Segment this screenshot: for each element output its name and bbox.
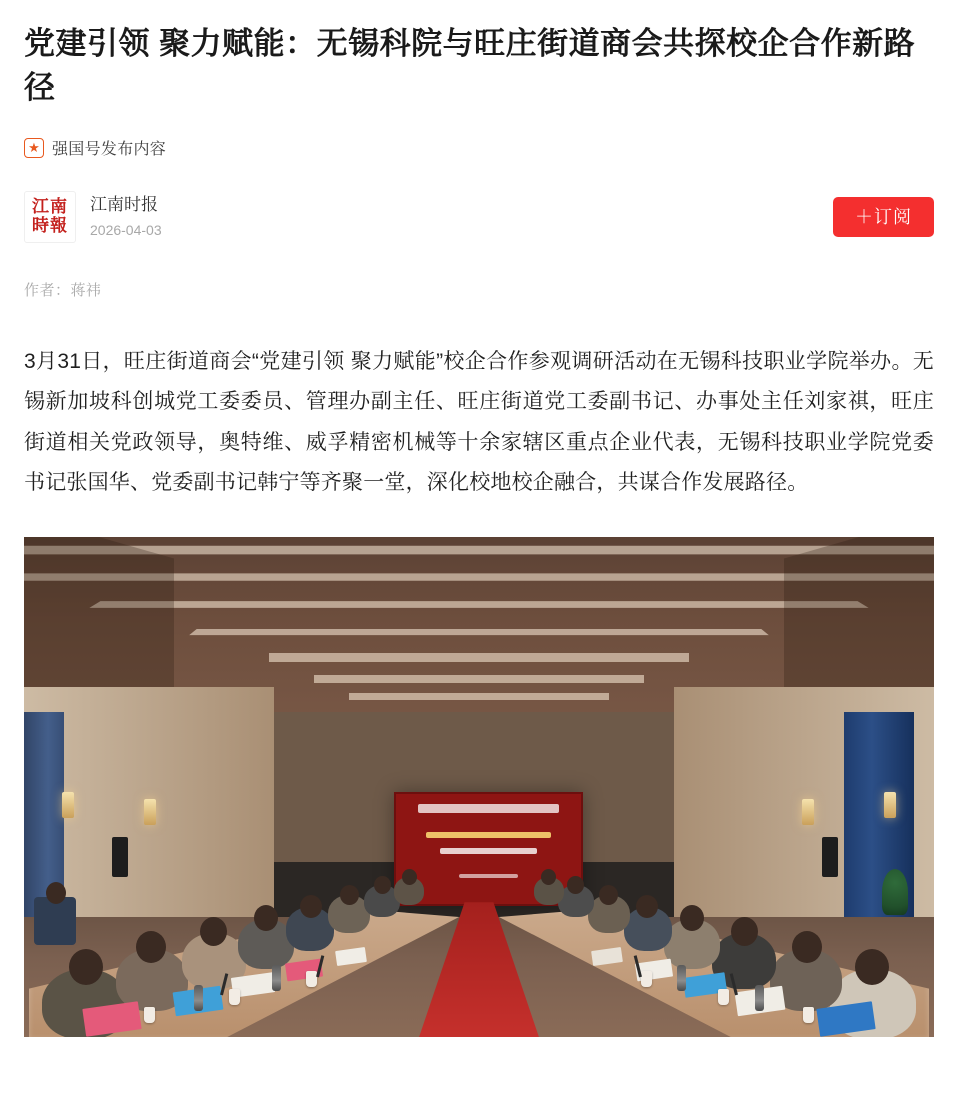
speaker <box>112 837 128 877</box>
tea-cup <box>718 989 729 1005</box>
source-logo-line1: 江南 <box>32 197 68 218</box>
water-bottle <box>755 985 764 1011</box>
tea-cup <box>229 989 240 1005</box>
wall-lamp <box>884 792 896 818</box>
source-meta <box>90 193 162 241</box>
publisher-badge <box>24 136 934 159</box>
subscribe-button[interactable]: ＋订阅 <box>833 197 934 237</box>
source-name[interactable]: 江南时报 <box>90 195 158 215</box>
wall-lamp <box>144 799 156 825</box>
tea-cup <box>803 1007 814 1023</box>
water-bottle <box>194 985 203 1011</box>
article-body-paragraph: 3月31日，旺庄街道商会“党建引领 聚力赋能”校企合作参观调研活动在无锡科技职业学院举办。无锡新加坡科创城党工委委员、管理办副主任、旺庄街道党工委副书记、办事处主任刘家祺，旺庄街道相关党政领导，奥特维、威孚精密机械等十余家辖区重点企业代表，无锡科技职业学院党委书记张国华、党委副书记韩宁等齐聚一堂，深化校地校企融合，共谋合作发展路径。 <box>24 350 934 494</box>
page-title: 党建引领 聚力赋能：无锡科院与旺庄街道商会共探校企合作新路径 <box>24 26 916 106</box>
water-bottle <box>677 965 686 991</box>
source-logo-line2: 時報 <box>32 216 68 237</box>
tea-cup <box>144 1007 155 1023</box>
author-line: 作者：蒋祎 <box>24 282 102 300</box>
tea-cup <box>641 971 652 987</box>
source-row <box>24 191 934 243</box>
source-logo <box>24 191 76 243</box>
speaker <box>822 837 838 877</box>
star-icon: ★ <box>24 138 44 158</box>
wall-lamp <box>62 792 74 818</box>
tea-cup <box>306 971 317 987</box>
article-photo <box>24 537 934 1037</box>
water-bottle <box>272 965 281 991</box>
article-page <box>0 22 958 1037</box>
wall-lamp <box>802 799 814 825</box>
potted-plant <box>882 869 908 915</box>
publish-date: 2026-04-03 <box>90 222 162 239</box>
photo-scene <box>24 537 934 1037</box>
side-chair <box>34 897 76 945</box>
status-badge: 强国号发布内容 <box>52 141 167 159</box>
